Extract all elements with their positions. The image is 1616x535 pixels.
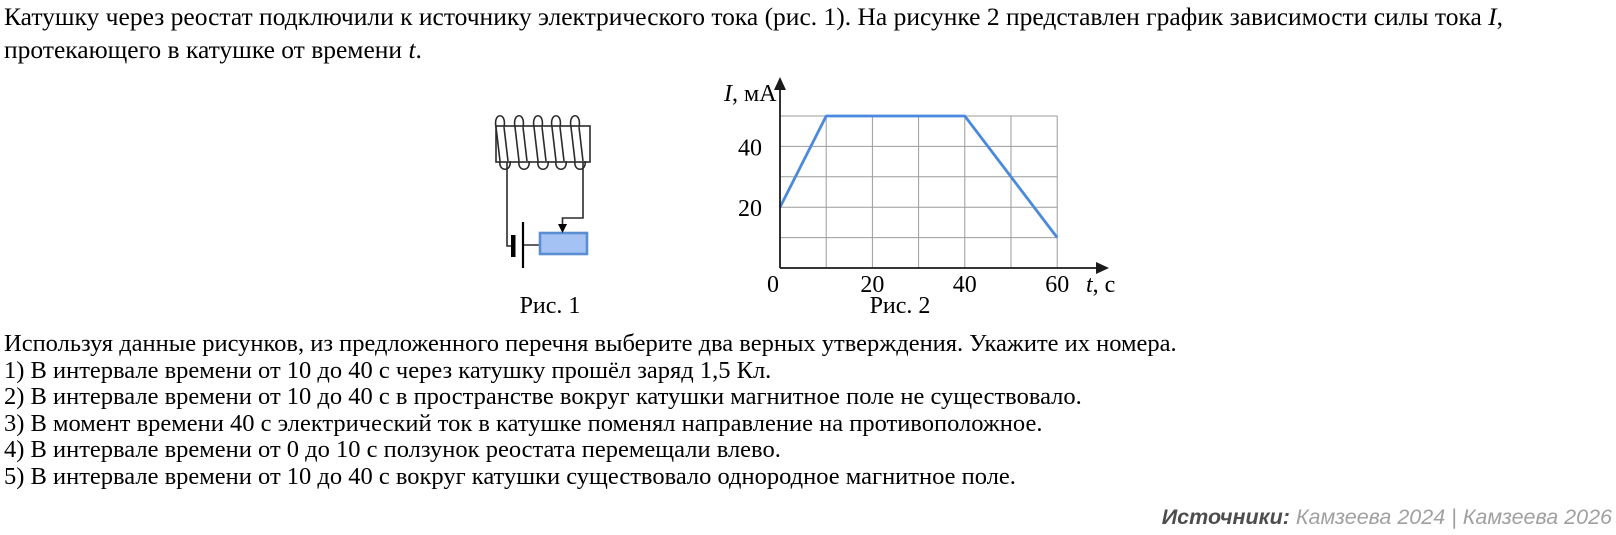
- x-axis-label: t, с: [1086, 272, 1116, 298]
- statement-item: 2) В интервале времени от 10 до 40 с в пространстве вокруг катушки магнитное поле не существовало.: [4, 383, 1082, 411]
- figure2-caption: Рис. 2: [869, 293, 931, 319]
- rheostat-icon: [540, 233, 587, 254]
- question-text: Используя данные рисунков, из предложенного перечня выберите два верных утверждения. Укажите их номера.: [4, 330, 1177, 357]
- figure1-caption: Рис. 1: [519, 293, 581, 319]
- x-tick-label: 40: [952, 272, 977, 298]
- statement-item: 1) В интервале времени от 10 до 40 с через катушку прошёл заряд 1,5 Кл.: [4, 356, 772, 384]
- slider-arrow-icon: [558, 224, 567, 233]
- statement-item: 5) В интервале времени от 10 до 40 с вокруг катушки существовало однородное магнитное поле.: [4, 462, 1016, 490]
- circuit-diagram: [470, 105, 630, 320]
- battery-icon: [511, 222, 523, 268]
- figure1-circuit: [470, 105, 630, 320]
- statement-item: 3) В момент времени 40 с электрический ток в катушке поменял направление на противоположное.: [4, 409, 1043, 437]
- question-block: [4, 331, 1610, 491]
- statement-item: 4) В интервале времени от 0 до 10 с ползунок реостата перемещали влево.: [4, 436, 781, 464]
- title-text: .: [415, 34, 422, 64]
- math-variable: I: [1488, 2, 1497, 31]
- title-text: , протекающего в катушке от времени: [4, 2, 1504, 64]
- x-tick-label: 20: [860, 272, 885, 298]
- math-variable: t: [408, 34, 416, 64]
- title-text: Катушку через реостат подключили к источнику электрического тока (рис. 1). На рисунке 2 представлен график зависимости силы тока: [4, 2, 1489, 31]
- figure2-graph: [700, 70, 1130, 320]
- y-tick-label: 20: [738, 196, 762, 223]
- sources-line: [1162, 505, 1612, 530]
- problem-statement: [4, 1, 1610, 66]
- coil-icon: [496, 116, 590, 170]
- x-tick-label: 0: [767, 272, 779, 298]
- current-time-graph: [700, 70, 1130, 320]
- sources-label: Источники:: [1161, 505, 1290, 529]
- sources-value: Камзеева 2024 | Камзеева 2026: [1295, 505, 1612, 529]
- statements-list: [4, 358, 1610, 491]
- x-tick-label: 60: [1045, 272, 1070, 298]
- y-tick-label: 40: [738, 135, 762, 162]
- y-axis-label: I, мА: [724, 81, 777, 107]
